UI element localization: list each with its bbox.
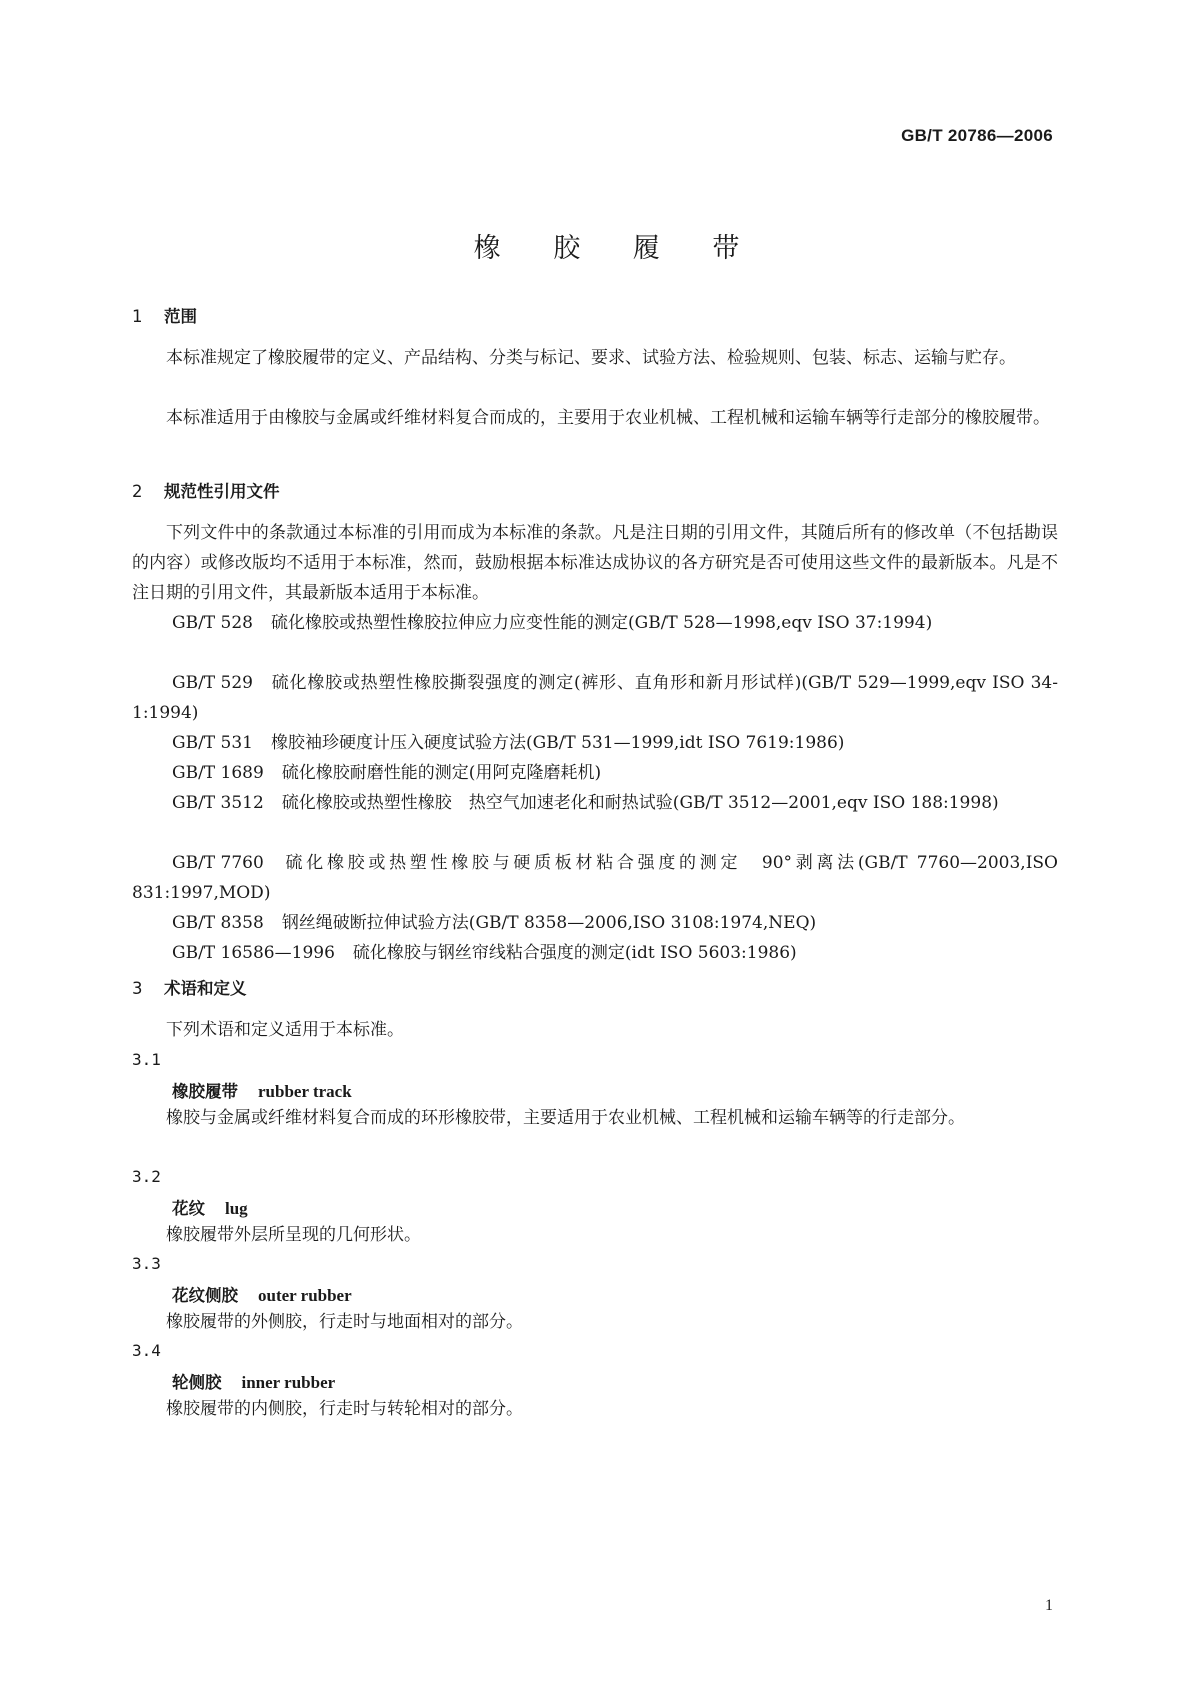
section-1-paragraph-2: 本标准适用于由橡胶与金属或纤维材料复合而成的，主要用于农业机械、工程机械和运输车辆等行走部分的橡胶履带。	[166, 408, 1050, 428]
term-number: 3.4	[132, 1341, 161, 1360]
reference-item	[132, 668, 1058, 728]
term-number: 3.2	[132, 1167, 161, 1186]
section-1-heading	[132, 303, 197, 327]
term-name-en: lug	[225, 1199, 248, 1218]
term-name-zh: 花纹	[172, 1199, 205, 1218]
section-title: 范围	[164, 307, 197, 326]
reference-title: 硫化橡胶或热塑性橡胶撕裂强度的测定(裤形、直角形和新月形试样)(GB/T 529—1999,eqv ISO 34-1:1994)	[132, 673, 1058, 723]
term-definition: 橡胶履带外层所呈现的几何形状。	[166, 1225, 421, 1245]
section-title: 术语和定义	[164, 979, 247, 998]
term-name	[172, 1369, 335, 1393]
section-3-heading	[132, 975, 247, 999]
term-name	[172, 1078, 352, 1102]
section-title: 规范性引用文件	[164, 482, 280, 501]
reference-item	[132, 938, 1058, 968]
section-number: 1	[132, 307, 143, 326]
reference-item	[132, 728, 1058, 758]
term-definition: 橡胶履带的外侧胶，行走时与地面相对的部分。	[166, 1312, 523, 1332]
reference-item	[132, 908, 1058, 938]
page-number: 1	[1045, 1597, 1053, 1614]
term-name-zh: 轮侧胶	[172, 1373, 222, 1392]
section-2-heading	[132, 478, 280, 502]
term-definition: 橡胶履带的内侧胶，行走时与转轮相对的部分。	[166, 1399, 523, 1419]
reference-item	[132, 848, 1058, 908]
term-number: 3.3	[132, 1254, 161, 1273]
reference-code: GB/T 3512	[172, 793, 264, 813]
term-name-zh: 花纹侧胶	[172, 1286, 238, 1305]
reference-title: 橡胶袖珍硬度计压入硬度试验方法(GB/T 531—1999,idt ISO 7619:1986)	[271, 733, 845, 753]
reference-code: GB/T 1689	[172, 763, 264, 783]
term-name-en: outer rubber	[258, 1286, 352, 1305]
term-number: 3.1	[132, 1050, 161, 1069]
reference-item	[132, 608, 1058, 638]
reference-code: GB/T 16586—1996	[172, 943, 335, 963]
term-name	[172, 1195, 248, 1219]
reference-title: 硫化橡胶或热塑性橡胶 热空气加速老化和耐热试验(GB/T 3512—2001,eqv ISO 188:1998)	[281, 793, 999, 813]
reference-title: 硫化橡胶或热塑性橡胶拉伸应力应变性能的测定(GB/T 528—1998,eqv ISO 37:1994)	[271, 613, 933, 633]
standard-code: GB/T 20786—2006	[901, 126, 1053, 145]
reference-item	[132, 758, 1058, 788]
reference-code: GB/T 528	[172, 613, 253, 633]
term-name	[172, 1282, 352, 1306]
reference-code: GB/T 529	[172, 673, 253, 693]
reference-title: 硫化橡胶或热塑性橡胶与硬质板材粘合强度的测定 90°剥离法(GB/T 7760—2003,ISO 831:1997,MOD)	[132, 853, 1058, 903]
reference-code: GB/T 531	[172, 733, 253, 753]
section-number: 2	[132, 482, 143, 501]
section-1-paragraph-1: 本标准规定了橡胶履带的定义、产品结构、分类与标记、要求、试验方法、检验规则、包装、标志、运输与贮存。	[166, 348, 1016, 368]
section-2-intro: 下列文件中的条款通过本标准的引用而成为本标准的条款。凡是注日期的引用文件，其随后所有的修改单（不包括勘误的内容）或修改版均不适用于本标准，然而，鼓励根据本标准达成协议的各方研究是否可使用这些文件的最新版本。凡是不注日期的引用文件，其最新版本适用于本标准。	[132, 523, 1058, 603]
reference-title: 硫化橡胶耐磨性能的测定(用阿克隆磨耗机)	[281, 763, 602, 783]
term-name-zh: 橡胶履带	[172, 1082, 238, 1101]
reference-code: GB/T 7760	[172, 853, 264, 873]
term-name-en: rubber track	[258, 1082, 352, 1101]
reference-title: 钢丝绳破断拉伸试验方法(GB/T 8358—2006,ISO 3108:1974,NEQ)	[281, 913, 817, 933]
section-number: 3	[132, 979, 143, 998]
section-3-intro: 下列术语和定义适用于本标准。	[166, 1020, 404, 1040]
term-definition: 橡胶与金属或纤维材料复合而成的环形橡胶带，主要适用于农业机械、工程机械和运输车辆等的行走部分。	[166, 1108, 965, 1128]
reference-item	[132, 788, 1058, 818]
reference-title: 硫化橡胶与钢丝帘线粘合强度的测定(idt ISO 5603:1986)	[352, 943, 797, 963]
term-name-en: inner rubber	[241, 1373, 336, 1392]
document-title: 橡 胶 履 带	[473, 233, 762, 264]
reference-code: GB/T 8358	[172, 913, 264, 933]
